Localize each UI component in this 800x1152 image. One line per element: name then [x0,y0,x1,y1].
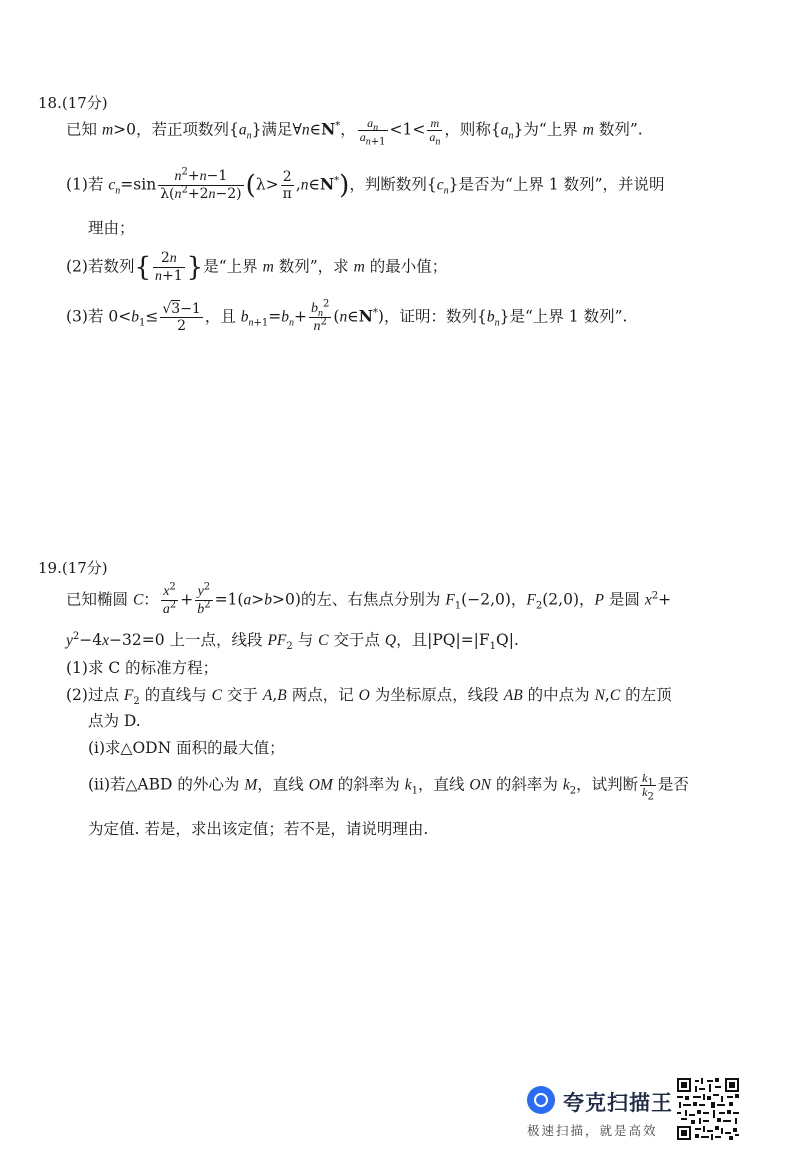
q18-intro: 已知 m>0，若正项数列$\{a_n\}$满足∀n∈N*， $\frac{a_n}{a_{n+1}}$ <1< $\frac{m}{a_n}$ ，则称$\{a_n\}$为“上界 m 数列”. [66,116,643,148]
q19-part1: (1)求 C 的标准方程； [66,659,219,677]
q19-part2-cont: 点为 D. [88,712,141,730]
quark-logo-icon [527,1086,555,1114]
qr-code-icon [677,1078,739,1140]
q19-part2-ii-cont: 为定值. 若是，求出该定值；若不是，请说明理由. [88,820,429,838]
q18-part2: (2)若数列{ $\frac{2n}{n+1}$ }是“上界 m 数列”，求 m 的最小值； [66,250,448,284]
q18-part3: (3)若 $0<b_1\le$ $\frac{√3-1}{2}$ ，且 $b_{n+1}=b_n+$ $\frac{b_n^2}{n^2}$ (n∈N*)，证明：数列$\{b_n\}$是“上界 1 数列”. [66,298,628,334]
q19-line1: 已知椭圆 C： $\frac{x^2}{a^2}$ + $\frac{y^2}{b^2}$ =1(a>b>0)的左、右焦点分别为 $F_1(-2,0)$，$F_2(2,0)$，P 是圆 $x^2+$ [66,581,672,617]
brand-name: 夸克扫描王 [563,1091,673,1115]
scanner-footer [525,1078,795,1144]
q19-header: 19.(17分) [38,559,108,577]
q18-header: 18.(17分) [38,94,108,112]
q19-part2: (2)过点 $F_2$ 的直线与 C 交于 A,B 两点，记 O 为坐标原点，线段 AB 的中点为 N,C 的左顶 [66,686,672,708]
q19-part2-ii: (ii)若△ABD 的外心为 M，直线 OM 的斜率为 $k_1$，直线 ON 的斜率为 $k_2$，试判断 $\frac{k_1}{k_2}$ 是否 [88,771,689,803]
q19-part2-i: (i)求△ODN 面积的最大值； [88,739,285,757]
q19-line2: $y^2-4x-32=0$ 上一点，线段 $PF_2$ 与 C 交于点 Q，且$|PQ|=|F_1Q|$. [66,630,519,653]
q18-part1-cont: 理由； [88,219,135,237]
q18-part1: (1)若 $c_n=\sin$ $\frac{n^2+n-1}{\lambda(n^2+2n-2)}$ (λ> $\frac{2}{\pi}$ ,n∈N*)，判断数列$\{c_n\}$是否为“上界 1 数列”，并说明 [66,166,665,202]
brand-slogan: 极速扫描，就是高效 [527,1123,658,1138]
